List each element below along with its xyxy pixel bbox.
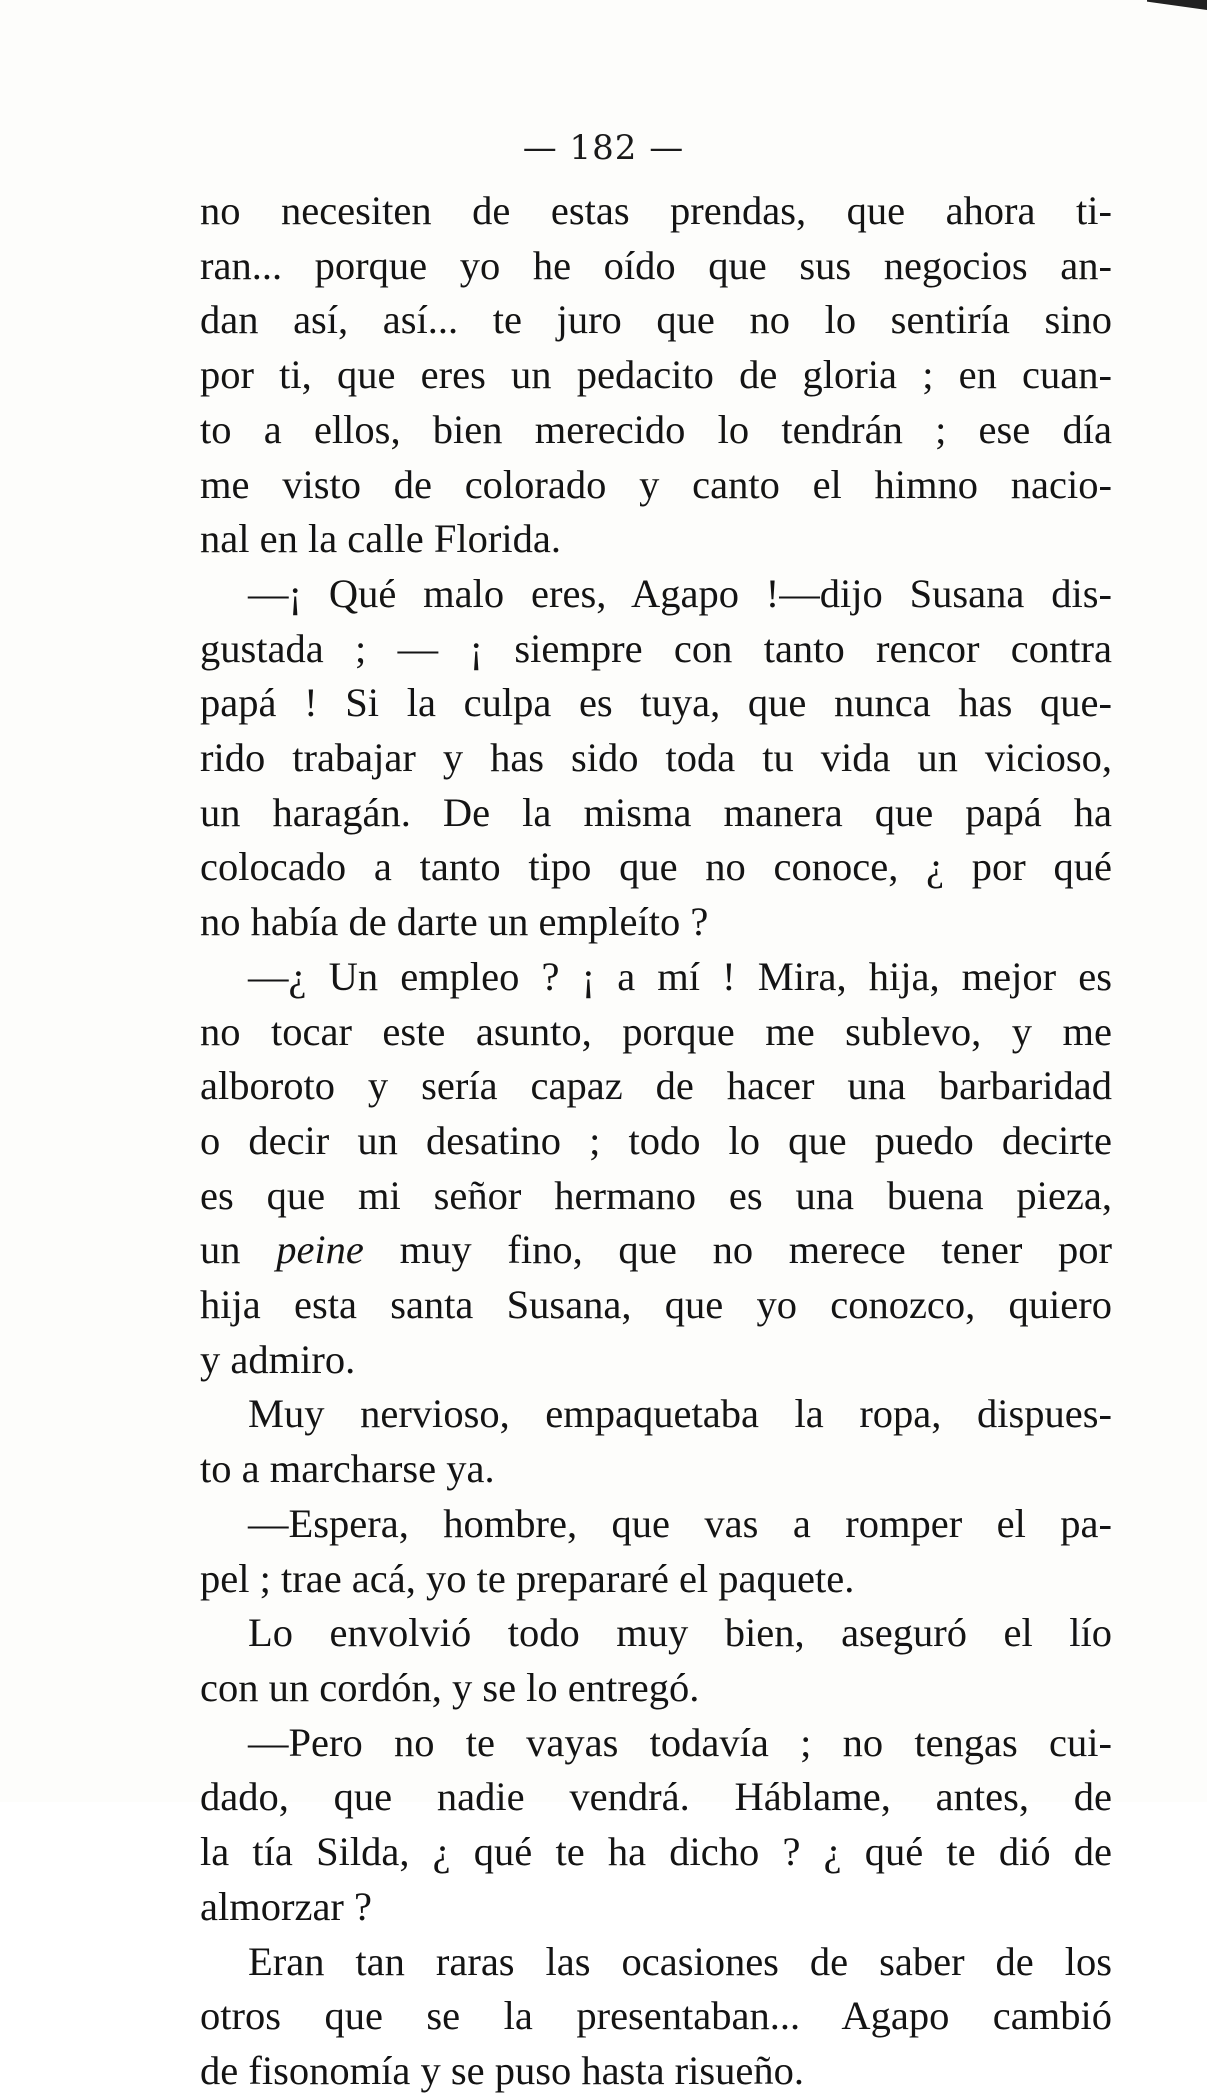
text-line: otros que se la presentaban... Agapo cambió [200,1993,1112,2039]
paragraph-5 [200,1497,1112,1606]
text-line: almorzar ? [200,1883,373,1929]
paragraph-4 [200,1387,1112,1496]
text-line: no necesiten de estas prendas, que ahora ti- [200,188,1112,233]
text-line: rido trabajar y has sido toda tu vida un vicioso, [200,735,1112,781]
text-line: to a ellos, bien merecido lo tendrán ; ese día [200,406,1112,452]
text-line: Muy nervioso, empaquetaba la ropa, dispues- [248,1391,1112,1437]
text-line: colocado a tanto tipo que no conoce, ¿ por qué [200,844,1112,890]
paragraph-3 [200,950,1112,1388]
paragraph-2 [200,567,1112,950]
text-line: papá ! Si la culpa es tuya, que nunca has que- [200,680,1112,726]
text-line: con un cordón, y se lo entregó. [200,1664,700,1710]
text-line: hija esta santa Susana, que yo conozco, quiero [200,1282,1112,1328]
text-line: no tocar este asunto, porque me sublevo, y me [200,1008,1112,1054]
text-line: —¡ Qué malo eres, Agapo !—dijo Susana dis- [248,570,1112,616]
page-number: — 182 — [522,128,685,168]
text-line: me visto de colorado y canto el himno nacio- [200,461,1112,507]
text-fragment: un [200,1227,241,1273]
text-line: es que mi señor hermano es una buena pieza, [200,1172,1112,1218]
text-line: pel ; trae acá, yo te prepararé el paquete. [200,1555,855,1601]
text-line: ran... porque yo he oído que sus negocios an- [200,242,1112,288]
text-line: no había de darte un empleíto ? [200,899,709,945]
text-line: y admiro. [200,1336,356,1382]
text-line: nal en la calle Florida. [200,516,561,562]
text-line: Eran tan raras las ocasiones de saber de los [248,1938,1112,1984]
paragraph-6 [200,1606,1112,1715]
text-line: —¿ Un empleo ? ¡ a mí ! Mira, hija, mejor es [248,953,1112,999]
text-line-with-italic [200,1223,1112,1278]
text-line: —Pero no te vayas todavía ; no tengas cui- [248,1719,1112,1765]
italic-word: peine [276,1227,364,1273]
text-line: un haragán. De la misma manera que papá ha [200,789,1112,835]
text-line: alboroto y sería capaz de hacer una barbaridad [200,1063,1112,1109]
body-text [200,184,1112,2099]
text-line: gustada ; — ¡ siempre con tanto rencor contra [200,625,1112,671]
text-line: o decir un desatino ; todo lo que puedo decirte [200,1117,1112,1163]
paragraph-8 [200,1935,1112,2099]
text-line: la tía Silda, ¿ qué te ha dicho ? ¿ qué te dió de [200,1829,1112,1875]
text-line: —Espera, hombre, que vas a romper el pa- [248,1500,1112,1546]
paragraph-1 [200,184,1112,567]
text-line: dan así, así... te juro que no lo sentiría sino [200,297,1112,343]
scan-edge-mark [1147,0,1207,10]
text-line: dado, que nadie vendrá. Háblame, antes, de [200,1774,1112,1820]
text-line: to a marcharse ya. [200,1446,495,1492]
text-fragment: muy fino, que no merece tener por [399,1227,1112,1273]
text-line: por ti, que eres un pedacito de gloria ; en cuan- [200,352,1112,398]
text-line: Lo envolvió todo muy bien, aseguró el lío [248,1610,1112,1656]
text-line: de fisonomía y se puso hasta risueño. [200,2047,805,2093]
paragraph-7 [200,1716,1112,1935]
